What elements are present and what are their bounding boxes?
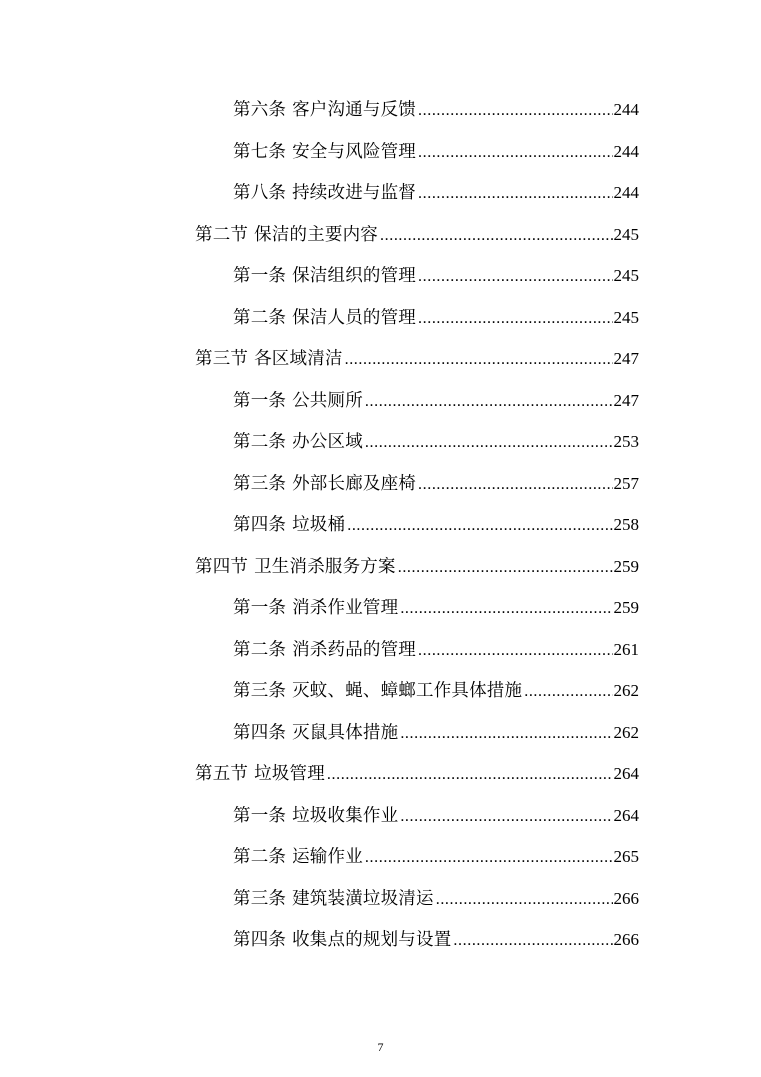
toc-entry-number: 第二条 bbox=[233, 308, 287, 328]
toc-entry-number: 第一条 bbox=[233, 391, 287, 411]
toc-entry-page: 265 bbox=[613, 847, 639, 866]
toc-entry-number: 第二条 bbox=[233, 432, 287, 452]
toc-section-title: 各区域清洁 bbox=[254, 349, 343, 369]
toc-section-label bbox=[195, 553, 396, 581]
toc-entry-title: 灭鼠具体措施 bbox=[292, 723, 399, 743]
dot-leader bbox=[398, 554, 613, 582]
toc-section-title: 垃圾管理 bbox=[254, 764, 325, 784]
toc-entry-title: 收集点的规划与设置 bbox=[292, 930, 452, 950]
toc-entry-page: 264 bbox=[613, 806, 639, 825]
toc-entry[interactable] bbox=[233, 677, 639, 705]
dot-leader bbox=[400, 803, 612, 831]
toc-entry-title: 保洁组织的管理 bbox=[292, 266, 417, 286]
toc-entry-page: 258 bbox=[613, 515, 639, 534]
dot-leader bbox=[365, 844, 613, 872]
toc-entry-page: 266 bbox=[613, 889, 639, 908]
toc-entry-page: 244 bbox=[613, 100, 639, 119]
toc-entry[interactable] bbox=[233, 636, 639, 664]
dot-leader bbox=[418, 139, 612, 167]
dot-leader bbox=[436, 886, 613, 914]
toc-section[interactable] bbox=[195, 221, 639, 249]
toc-entry-label bbox=[233, 594, 398, 622]
dot-leader bbox=[347, 512, 612, 540]
toc-entry-title: 垃圾收集作业 bbox=[292, 806, 399, 826]
toc-section-number: 第二节 bbox=[195, 225, 249, 245]
toc-entry-label bbox=[233, 262, 416, 290]
toc-entry-number: 第六条 bbox=[233, 100, 287, 120]
toc-section-page: 247 bbox=[613, 349, 639, 368]
toc-section-number: 第五节 bbox=[195, 764, 249, 784]
toc-entry[interactable] bbox=[233, 138, 639, 166]
toc-entry-number: 第四条 bbox=[233, 515, 287, 535]
toc-entry-page: 266 bbox=[613, 930, 639, 949]
dot-leader bbox=[418, 180, 612, 208]
toc-entry[interactable] bbox=[233, 470, 639, 498]
dot-leader bbox=[365, 429, 613, 457]
toc-entry-label bbox=[233, 843, 363, 871]
toc-section[interactable] bbox=[195, 553, 639, 581]
toc-section-label bbox=[195, 345, 343, 373]
toc-section-label bbox=[195, 221, 378, 249]
toc-entry-title: 垃圾桶 bbox=[292, 515, 346, 535]
toc-entry[interactable] bbox=[233, 428, 639, 456]
toc-entry-title: 办公区域 bbox=[292, 432, 363, 452]
toc-entry-label bbox=[233, 138, 416, 166]
dot-leader bbox=[453, 927, 612, 955]
toc-entry[interactable] bbox=[233, 885, 639, 913]
toc-entry-number: 第三条 bbox=[233, 889, 287, 909]
toc-entry-number: 第三条 bbox=[233, 474, 287, 494]
dot-leader bbox=[345, 346, 613, 374]
toc-entry-label bbox=[233, 304, 416, 332]
toc-entry-number: 第二条 bbox=[233, 640, 287, 660]
toc-entry-title: 保洁人员的管理 bbox=[292, 308, 417, 328]
toc-entry[interactable] bbox=[233, 802, 639, 830]
toc-section-number: 第三节 bbox=[195, 349, 249, 369]
toc-section-title: 保洁的主要内容 bbox=[254, 225, 379, 245]
toc-entry-page: 261 bbox=[613, 640, 639, 659]
dot-leader bbox=[365, 388, 613, 416]
dot-leader bbox=[327, 761, 613, 789]
toc-entry-label bbox=[233, 470, 416, 498]
toc-entry[interactable] bbox=[233, 594, 639, 622]
toc-entry-number: 第三条 bbox=[233, 681, 287, 701]
toc-section-page: 259 bbox=[613, 557, 639, 576]
page-number: 7 bbox=[377, 1040, 384, 1054]
toc-entry-number: 第一条 bbox=[233, 598, 287, 618]
toc-section-page: 245 bbox=[613, 225, 639, 244]
toc-entry-page: 253 bbox=[613, 432, 639, 451]
toc-entry-label bbox=[233, 96, 416, 124]
toc-entry-label bbox=[233, 636, 416, 664]
toc-entry-title: 客户沟通与反馈 bbox=[292, 100, 417, 120]
toc-entry-number: 第四条 bbox=[233, 723, 287, 743]
toc-entry-page: 259 bbox=[613, 598, 639, 617]
toc-section-number: 第四节 bbox=[195, 557, 249, 577]
toc-section-title: 卫生消杀服务方案 bbox=[254, 557, 396, 577]
toc-entry-title: 消杀作业管理 bbox=[292, 598, 399, 618]
toc-entry-page: 244 bbox=[613, 183, 639, 202]
toc-entry-label bbox=[233, 428, 363, 456]
toc-entry-label bbox=[233, 179, 416, 207]
dot-leader bbox=[418, 637, 612, 665]
toc-entry[interactable] bbox=[233, 179, 639, 207]
toc-entry-label bbox=[233, 387, 363, 415]
toc-entry-number: 第八条 bbox=[233, 183, 287, 203]
toc-entry-number: 第一条 bbox=[233, 266, 287, 286]
toc-entry-page: 244 bbox=[613, 142, 639, 161]
toc-entry[interactable] bbox=[233, 304, 639, 332]
toc-entry-page: 262 bbox=[613, 723, 639, 742]
toc-entry-page: 245 bbox=[613, 266, 639, 285]
toc-entry[interactable] bbox=[233, 387, 639, 415]
toc-entry-label bbox=[233, 885, 434, 913]
dot-leader bbox=[418, 471, 612, 499]
toc-entry-number: 第四条 bbox=[233, 930, 287, 950]
toc-entry[interactable] bbox=[233, 719, 639, 747]
dot-leader bbox=[380, 222, 612, 250]
dot-leader bbox=[418, 305, 612, 333]
toc-entry-title: 运输作业 bbox=[292, 847, 363, 867]
toc-entry-title: 安全与风险管理 bbox=[292, 142, 417, 162]
toc-entry-title: 消杀药品的管理 bbox=[292, 640, 417, 660]
dot-leader bbox=[418, 97, 612, 125]
toc-entry[interactable] bbox=[233, 926, 639, 954]
toc-entry-page: 247 bbox=[613, 391, 639, 410]
toc-section-label bbox=[195, 760, 325, 788]
dot-leader bbox=[400, 595, 612, 623]
toc-entry[interactable] bbox=[233, 511, 639, 539]
toc-entry-title: 公共厕所 bbox=[292, 391, 363, 411]
toc-entry-label bbox=[233, 511, 345, 539]
toc-entry[interactable] bbox=[233, 96, 639, 124]
toc-entry[interactable] bbox=[233, 262, 639, 290]
toc-section[interactable] bbox=[195, 345, 639, 373]
toc-entry-page: 245 bbox=[613, 308, 639, 327]
toc-entry-title: 外部长廊及座椅 bbox=[292, 474, 417, 494]
dot-leader bbox=[400, 720, 612, 748]
toc-entry-number: 第一条 bbox=[233, 806, 287, 826]
dot-leader bbox=[524, 678, 612, 706]
toc-entry[interactable] bbox=[233, 843, 639, 871]
toc-entry-title: 持续改进与监督 bbox=[292, 183, 417, 203]
toc-entry-number: 第七条 bbox=[233, 142, 287, 162]
toc-entry-label bbox=[233, 802, 398, 830]
toc-entry-number: 第二条 bbox=[233, 847, 287, 867]
toc-entry-title: 灭蚊、蝇、蟑螂工作具体措施 bbox=[292, 681, 523, 701]
toc-entry-page: 257 bbox=[613, 474, 639, 493]
toc-entry-title: 建筑装潢垃圾清运 bbox=[292, 889, 434, 909]
toc-entry-page: 262 bbox=[613, 681, 639, 700]
toc-section[interactable] bbox=[195, 760, 639, 788]
toc-section-page: 264 bbox=[613, 764, 639, 783]
toc-entry-label bbox=[233, 719, 398, 747]
toc-entry-label bbox=[233, 926, 451, 954]
toc-entry-label bbox=[233, 677, 522, 705]
dot-leader bbox=[418, 263, 612, 291]
